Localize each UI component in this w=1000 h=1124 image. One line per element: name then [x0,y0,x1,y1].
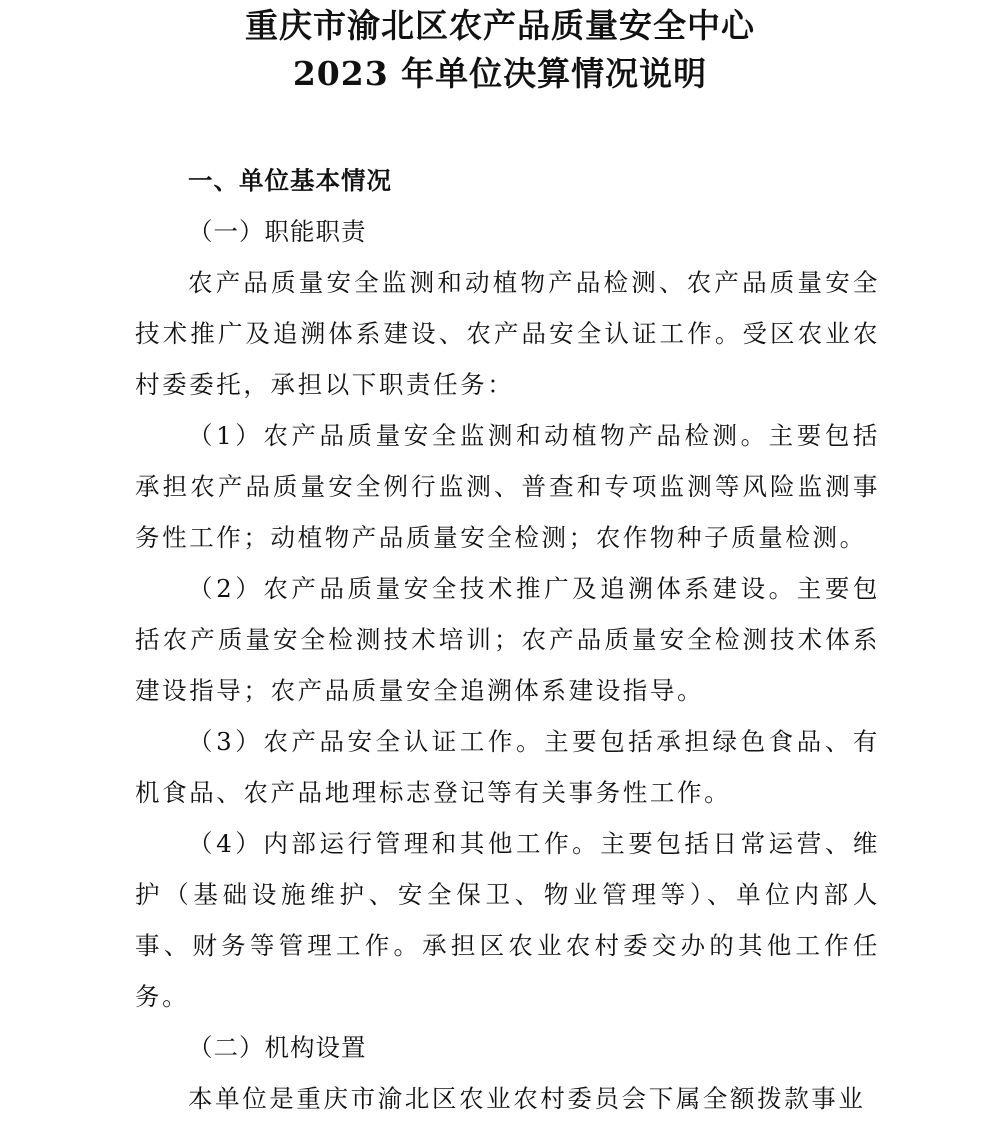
title-line-1: 重庆市渝北区农产品质量安全中心 [245,6,755,45]
paragraph-item-1: （1）农产品质量安全监测和动植物产品检测。主要包括承担农产品质量安全例行监测、普查和专项监测等风险监测事务性工作；动植物产品质量安全检测；农作物种子质量检测。 [135,421,880,552]
title-line-2: 2023 年单位决算情况说明 [292,54,708,93]
subsection-heading-functions: （一）职能职责 [188,217,367,246]
subsection-heading-organization: （二）机构设置 [188,1033,367,1062]
paragraph-organization: 本单位是重庆市渝北区农业农村委员会下属全额拨款事业 [188,1084,866,1113]
paragraph-item-3: （3）农产品安全认证工作。主要包括承担绿色食品、有机食品、农产品地理标志登记等有关事务性工作。 [135,727,880,807]
paragraph-item-4: （4）内部运行管理和其他工作。主要包括日常运营、维护（基础设施维护、安全保卫、物业管理等）、单位内部人事、财务等管理工作。承担区农业农村委交办的其他工作任务。 [135,829,880,1011]
document-body [135,155,880,1124]
section-heading-basic-info: 一、单位基本情况 [188,166,392,195]
paragraph-intro: 农产品质量安全监测和动植物产品检测、农产品质量安全技术推广及追溯体系建设、农产品安全认证工作。受区农业农村委委托，承担以下职责任务： [135,268,880,399]
paragraph-item-2: （2）农产品质量安全技术推广及追溯体系建设。主要包括农产质量安全检测技术培训；农产品质量安全检测技术体系建设指导；农产品质量安全追溯体系建设指导。 [135,574,880,705]
